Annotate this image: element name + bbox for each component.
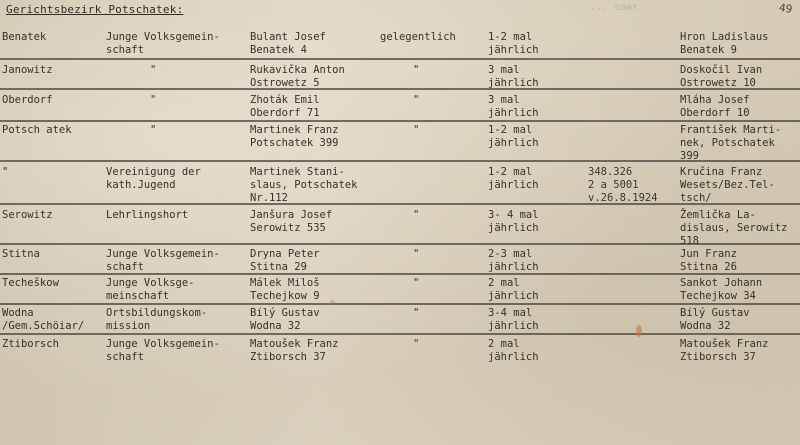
- ink-stain: [636, 325, 642, 337]
- cell-leader: Janšura Josef Serowitz 535: [250, 209, 333, 234]
- cell-place: Benatek: [2, 31, 47, 43]
- cell-freq: 2 mal jährlich: [488, 277, 539, 302]
- cell-contact: František Marti- nek, Potschatek 399: [680, 124, 782, 162]
- cell-contact: Mláha Josef Oberdorf 10: [680, 94, 750, 119]
- cell-freq: 1-2 mal jährlich: [488, 31, 539, 56]
- cell-ditto: ": [413, 248, 420, 260]
- district-header: Gerichtsbezirk Potschatek:: [6, 3, 184, 16]
- cell-leader: Martinek Franz Potschatek 399: [250, 124, 339, 149]
- cell-ditto: ": [413, 338, 420, 350]
- cell-leader: Matoušek Franz Ztiborsch 37: [250, 338, 339, 363]
- cell-contact: Bílý Gustav Wodna 32: [680, 307, 750, 332]
- cell-place: Wodna /Gem.Schöiar/: [2, 307, 85, 332]
- cell-freq: 3- 4 mal jährlich: [488, 209, 539, 234]
- cell-contact: Doskočil Ivan Ostrowetz 10: [680, 64, 763, 89]
- row-divider: [0, 333, 800, 335]
- cell-contact: Matoušek Franz Ztiborsch 37: [680, 338, 769, 363]
- cell-ditto: ": [413, 277, 420, 289]
- cell-leader: Dryna Peter Stitna 29: [250, 248, 320, 273]
- cell-contact: Kručina Franz Wesets/Bez.Tel- tsch/: [680, 166, 775, 204]
- row-divider: [0, 120, 800, 122]
- cell-place: Oberdorf: [2, 94, 53, 106]
- cell-org: Junge Volksgemein- schaft: [106, 248, 220, 273]
- cell-place: Serowitz: [2, 209, 53, 221]
- cell-org: ": [150, 124, 157, 136]
- cell-leader: Martinek Stani- slaus, Potschatek Nr.112: [250, 166, 358, 204]
- cell-ditto: ": [413, 64, 420, 76]
- cell-freq: 3 mal jährlich: [488, 94, 539, 119]
- cell-ref: 348.326 2 a 5001 v.26.8.1924: [588, 166, 658, 204]
- cell-place: Janowitz: [2, 64, 53, 76]
- cell-leader: Bulant Josef Benatek 4: [250, 31, 326, 56]
- page-number: 49: [777, 1, 793, 16]
- cell-org: Lehrlingshort: [106, 209, 189, 221]
- cell-freq: 1-2 mal jährlich: [488, 166, 539, 191]
- cell-ditto: ": [413, 209, 420, 221]
- cell-org: ": [150, 94, 157, 106]
- cell-contact: Hron Ladislaus Benatek 9: [680, 31, 769, 56]
- cell-place: Potsch atek: [2, 124, 72, 136]
- cell-contact: Jun Franz Stitna 26: [680, 248, 737, 273]
- cell-contact: Sankot Johann Techejkow 34: [680, 277, 763, 302]
- cell-place: ": [2, 166, 9, 178]
- cell-contact: Žemlička La- dislaus, Serowitz 518: [680, 209, 788, 247]
- cell-freq: 2 mal jährlich: [488, 338, 539, 363]
- cell-leader: Málek Miloš Techejkow 9: [250, 277, 320, 302]
- cell-ditto: ": [413, 124, 420, 136]
- cell-ditto: ": [413, 94, 420, 106]
- cell-leader: Zhoták Emil Oberdorf 71: [250, 94, 320, 119]
- cell-place: Techeškow: [2, 277, 59, 289]
- cell-place: Stitna: [2, 248, 40, 260]
- cell-org: Vereinigung der kath.Jugend: [106, 166, 201, 191]
- cell-place: Ztiborsch: [2, 338, 59, 350]
- cell-org: ": [150, 64, 157, 76]
- cell-org: Junge Volksge- meinschaft: [106, 277, 195, 302]
- cell-leader: Rukavička Anton Ostrowetz 5: [250, 64, 345, 89]
- cell-ditto: ": [413, 307, 420, 319]
- cell-freq: 2-3 mal jährlich: [488, 248, 539, 273]
- cell-ditto: gelegentlich: [380, 31, 456, 43]
- faint-bleedthrough-text: ... soar: [590, 2, 639, 13]
- cell-freq: 3-4 mal jährlich: [488, 307, 539, 332]
- row-divider: [0, 58, 800, 60]
- cell-freq: 1-2 mal jährlich: [488, 124, 539, 149]
- cell-org: Junge Volksgemein- schaft: [106, 31, 220, 56]
- cell-org: Junge Volksgemein- schaft: [106, 338, 220, 363]
- cell-freq: 3 mal jährlich: [488, 64, 539, 89]
- cell-leader: Bílý Gustav Wodna 32: [250, 307, 320, 332]
- row-divider: [0, 303, 800, 305]
- cell-org: Ortsbildungskom- mission: [106, 307, 208, 332]
- ink-stain: [330, 300, 335, 305]
